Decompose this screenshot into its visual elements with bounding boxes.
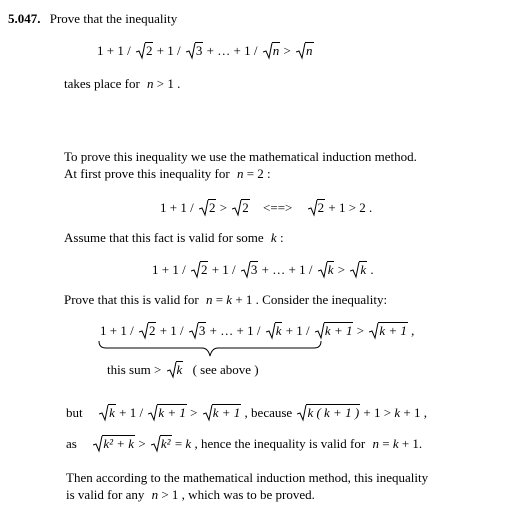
problem-number-line [8, 10, 177, 28]
radicand: 3 [198, 323, 206, 338]
text: = 2 : [246, 166, 271, 181]
text: + 1. [401, 436, 423, 451]
text: + 1 / [285, 323, 310, 338]
radicand: 2 [148, 323, 156, 338]
radicand: n [272, 43, 280, 58]
solution-but-line [66, 404, 427, 422]
sqrt-2 [136, 42, 154, 60]
ineq-term: > [283, 43, 291, 58]
solution-p5: Then according to the mathematical induction method, this inequality [66, 470, 429, 485]
text: 1 + 1 / [160, 200, 194, 215]
radicand: k + 1 [324, 323, 353, 338]
solution-p2 [64, 165, 271, 183]
text: > [138, 436, 146, 451]
radicand: k [275, 323, 282, 338]
sqrt-k [99, 404, 116, 422]
sqrt-k2-plus-k [93, 435, 135, 453]
text: ( see above ) [192, 362, 259, 377]
solution-p6 [66, 486, 315, 504]
sqrt-3 [189, 322, 207, 340]
text: 1 + 1 / [152, 262, 186, 277]
sqrt-2 [308, 199, 326, 217]
text: Prove that this is valid for [64, 292, 199, 307]
sqrt-k [318, 261, 335, 279]
sqrt-2 [232, 199, 250, 217]
sqrt-k-plus-1 [369, 322, 408, 340]
var-k: k [270, 230, 277, 245]
radicand: k [176, 362, 183, 377]
sqrt-k [266, 322, 283, 340]
var-n: n [372, 436, 379, 451]
text: but [66, 405, 83, 420]
text: > [337, 262, 346, 277]
text: this sum > [107, 362, 162, 377]
radicand: k + 1 [212, 405, 241, 420]
sqrt-3 [241, 261, 259, 279]
sqrt-2 [199, 199, 217, 217]
problem-number: 5.047. [8, 11, 41, 26]
text: > [356, 323, 365, 338]
text: At first prove this inequality for [64, 166, 230, 181]
text: as [66, 436, 77, 451]
text: takes place for [64, 76, 140, 91]
var-n: n [151, 487, 159, 502]
text: + 1 . Consider the inequality: [235, 292, 388, 307]
text: : [279, 230, 284, 245]
text: + 1 , [403, 405, 427, 420]
text: + … + 1 / [209, 323, 261, 338]
radicand: k² [160, 436, 171, 451]
text: = [382, 436, 390, 451]
text: + 1 / [211, 262, 236, 277]
solution-eq1 [160, 199, 372, 217]
text: = [215, 292, 224, 307]
radicand: k + 1 [379, 323, 407, 338]
problem-condition [64, 75, 180, 93]
text: + 1 / [159, 323, 184, 338]
sqrt-k-plus-1 [203, 404, 242, 422]
var-k: k [392, 436, 399, 451]
var-n: n [147, 76, 154, 91]
ineq-term: 1 + 1 / [97, 43, 131, 58]
text: + 1 > [363, 405, 392, 420]
sqrt-k [350, 261, 367, 279]
var-n: n [236, 166, 244, 181]
var-k: k [394, 405, 401, 420]
text: is valid for any [66, 487, 145, 502]
text: . [370, 262, 374, 277]
radicand: 3 [250, 262, 258, 277]
text: + 1 > 2 . [328, 200, 373, 215]
sqrt-3 [186, 42, 204, 60]
text: , hence the inequality is valid for [194, 436, 366, 451]
sqrt-k-k-plus-1 [297, 404, 360, 422]
solution-p1: To prove this inequality we use the mathematical induction method. [64, 149, 417, 164]
radicand: k [360, 262, 367, 277]
ineq-term: + … + 1 / [206, 43, 258, 58]
text: > 1 . [156, 76, 181, 91]
solution-eq3 [100, 322, 414, 340]
sqrt-n [263, 42, 281, 60]
radicand: k² + k [103, 436, 135, 451]
text: Assume that this fact is valid for some [64, 230, 264, 245]
radicand: 2 [200, 262, 208, 277]
equiv-arrow: <==> [263, 200, 293, 215]
radicand: 2 [208, 200, 216, 215]
solution-as-line [66, 435, 422, 453]
problem-statement: Prove that the inequality [49, 11, 178, 26]
text: > [190, 405, 198, 420]
radicand: k [327, 262, 334, 277]
sqrt-2 [191, 261, 209, 279]
text: > [219, 200, 228, 215]
radicand: 2 [242, 200, 249, 215]
sqrt-k [167, 361, 184, 379]
radicand: 2 [145, 43, 153, 58]
sqrt-k2 [151, 435, 172, 453]
radicand: n [306, 43, 313, 58]
underbrace [98, 340, 322, 358]
text: + 1 / [119, 405, 144, 420]
problem-inequality [97, 42, 314, 60]
var-n: n [205, 292, 213, 307]
sqrt-n [296, 42, 314, 60]
text: 1 + 1 / [100, 323, 134, 338]
radicand: 2 [317, 200, 325, 215]
brace-label [107, 361, 259, 379]
sqrt-k-plus-1 [148, 404, 187, 422]
solution-p4 [64, 291, 387, 309]
text: + … + 1 / [261, 262, 313, 277]
sqrt-k-plus-1 [315, 322, 354, 340]
radicand: k [109, 405, 115, 420]
radicand: k ( k + 1 ) [307, 405, 360, 420]
var-k: k [226, 292, 233, 307]
text: , because [244, 405, 293, 420]
solution-p3 [64, 229, 284, 247]
text: = [174, 436, 183, 451]
radicand: k + 1 [158, 405, 186, 420]
solution-eq2 [152, 261, 374, 279]
text: , [411, 323, 415, 338]
ineq-term: + 1 / [156, 43, 181, 58]
var-k: k [185, 436, 192, 451]
text: > 1 , which was to be proved. [161, 487, 315, 502]
radicand: 3 [195, 43, 203, 58]
sqrt-2 [139, 322, 157, 340]
